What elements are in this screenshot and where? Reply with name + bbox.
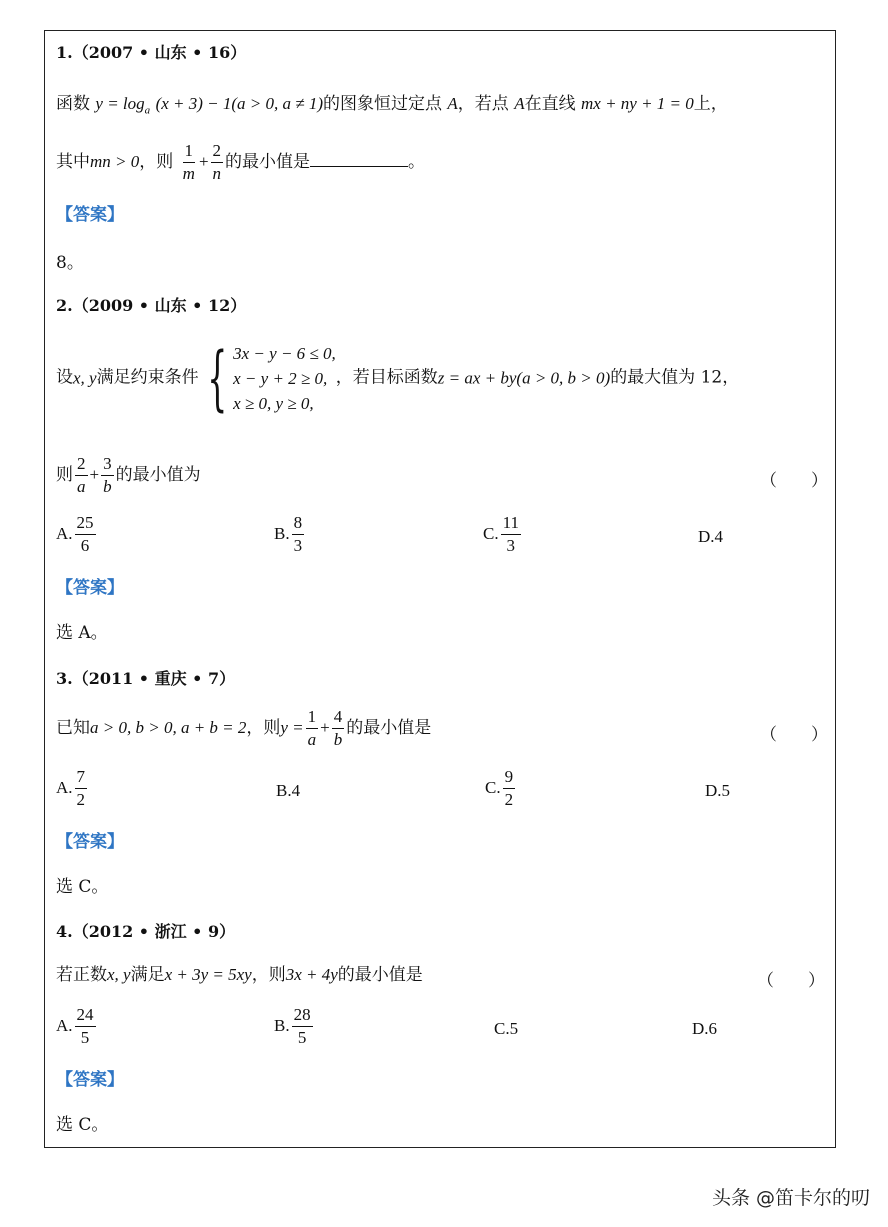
constraint-system: { 3x − y − 6 ≤ 0, x − y + 2 ≥ 0, x ≥ 0, y ≥ 0,: [206, 337, 336, 419]
q1-answer: 8。: [56, 253, 84, 273]
q4-answer-label: 【答案】: [56, 1070, 124, 1090]
q4-option-a: A. $\frac{24}{5}$: [56, 1005, 94, 1047]
q3-option-b: B.4: [276, 781, 301, 800]
q4-option-b: B. $\frac{28}{5}$: [274, 1005, 311, 1047]
q3-line1: 已知a > 0, b > 0, a + b = 2，则y = $\frac{1}{a}$ + $\frac{4}{b}$ 的最小值是: [56, 707, 432, 749]
fraction: $\frac{3}{b}$: [103, 454, 112, 496]
q3-option-d: D.5: [705, 781, 731, 800]
q4-header: 4.（2012 • 浙江 • 9）: [56, 922, 236, 941]
q1-line2: 其中mn > 0，则 $\frac{1}{m}$ + $\frac{2}{n}$ 的最小值是 。: [56, 141, 426, 183]
q2-line1: 设x, y满足约束条件 { 3x − y − 6 ≤ 0, x − y + 2 ≥ 0, x ≥ 0, y ≥ 0, ，若目标函数z = ax + by(a > 0, b > 0)的最大值为 12，: [56, 337, 740, 419]
q1-line1: 函数 $y = \log_a (x + 3) - 1(a > 0$, a ≠ 1)的图象恒过定点 A，若点 A在直线 mx + ny + 1 = 0上，: [56, 94, 728, 117]
q4-answer-paren: （ ）: [757, 971, 825, 990]
q2-answer: 选 A。: [56, 623, 108, 643]
q3-header: 3.（2011 • 重庆 • 7）: [56, 669, 236, 688]
q3-answer-label: 【答案】: [56, 832, 124, 852]
q3-answer: 选 C。: [56, 877, 109, 897]
q1-header: 1.（2007 • 山东 • 16）: [56, 43, 247, 62]
fraction: $\frac{1}{m}$: [182, 141, 195, 183]
q4-line1: 若正数x, y满足x + 3y = 5xy，则3x + 4y的最小值是: [56, 965, 423, 985]
q2-answer-label: 【答案】: [56, 578, 124, 598]
fraction: $\frac{1}{a}$: [307, 707, 317, 749]
watermark: 头条 @笛卡尔的叨: [711, 1187, 870, 1209]
q4-answer: 选 C。: [56, 1115, 109, 1135]
q3-option-a: A. $\frac{7}{2}$: [56, 767, 86, 809]
q2-option-a: A. $\frac{25}{6}$: [56, 513, 94, 555]
q2-line2: 则 $\frac{2}{a}$ + $\frac{3}{b}$ 的最小值为: [56, 454, 201, 496]
q3-answer-paren: （ ）: [760, 725, 828, 744]
q2-answer-paren: （ ）: [760, 471, 828, 490]
fraction: $\frac{2}{n}$: [212, 141, 222, 183]
q1-answer-label: 【答案】: [56, 205, 124, 225]
q4-option-c: C.5: [494, 1019, 519, 1038]
answer-blank: [310, 152, 408, 167]
q2-option-c: C. $\frac{11}{3}$: [483, 513, 519, 555]
q2-option-d: D.4: [698, 527, 724, 546]
q3-option-c: C. $\frac{9}{2}$: [485, 767, 514, 809]
fraction: $\frac{4}{b}$: [333, 707, 343, 749]
fraction: $\frac{2}{a}$: [77, 454, 86, 496]
q4-option-d: D.6: [692, 1019, 718, 1038]
q2-header: 2.（2009 • 山东 • 12）: [56, 296, 247, 315]
q2-option-b: B. $\frac{8}{3}$: [274, 513, 303, 555]
